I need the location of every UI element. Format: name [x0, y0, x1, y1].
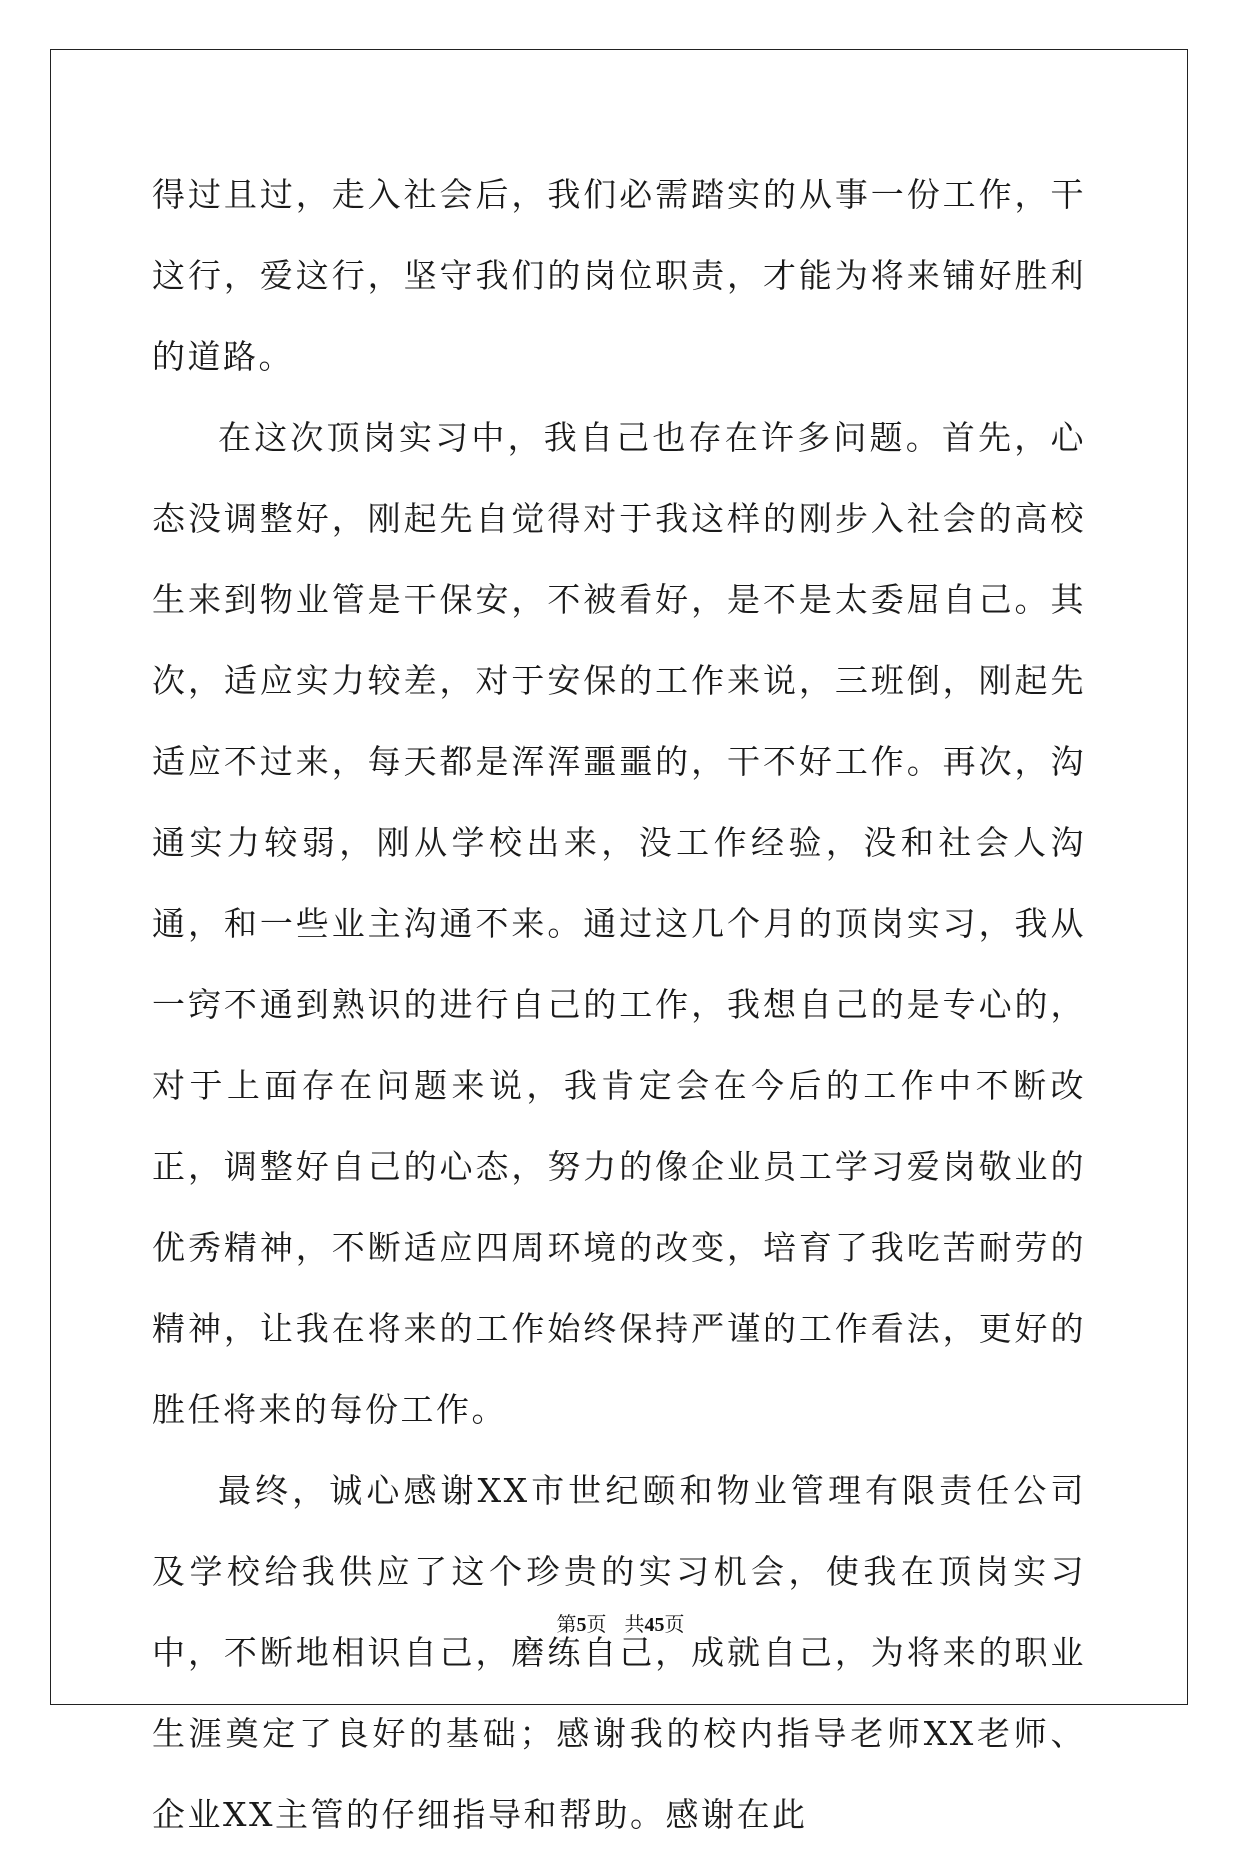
paragraph-1: 得过且过，走入社会后，我们必需踏实的从事一份工作，干这行，爱这行，坚守我们的岗位职责，才能为将来铺好胜利的道路。	[152, 175, 1086, 376]
footer-prefix: 第	[556, 1614, 577, 1636]
footer-total-prefix: 共	[624, 1614, 645, 1636]
paragraph-2: 在这次顶岗实习中，我自己也存在许多问题。首先，心态没调整好，刚起先自觉得对于我这样的刚步入社会的高校生来到物业管是干保安，不被看好，是不是太委屈自己。其次，适应实力较差，对于安保的工作来说，三班倒，刚起先适应不过来，每天都是浑浑噩噩的，干不好工作。再次，沟通实力较弱，刚从学校出来，没工作经验，没和社会人沟通，和一些业主沟通不来。通过这几个月的顶岗实习，我从一窍不通到熟识的进行自己的工作，我想自己的是专心的，对于上面存在问题来说，我肯定会在今后的工作中不断改正，调整好自己的心态，努力的像企业员工学习爱岗敬业的优秀精神，不断适应四周环境的改变，培育了我吃苦耐劳的精神，让我在将来的工作始终保持严谨的工作看法，更好的胜任将来的每份工作。	[152, 418, 1086, 1429]
footer-total-unit: 页	[664, 1614, 685, 1636]
page-footer	[0, 1608, 1241, 1637]
total-pages-number: 45	[644, 1614, 665, 1636]
footer-page-unit: 页	[586, 1614, 607, 1636]
paragraph-3: 最终，诚心感谢XX市世纪颐和物业管理有限责任公司及学校给我供应了这个珍贵的实习机会，使我在顶岗实习中，不断地相识自己，磨练自己，成就自己，为将来的职业生涯奠定了良好的基础；感谢我的校内指导老师XX老师、企业XX主管的仔细指导和帮助。感谢在此	[152, 1471, 1086, 1834]
document-body	[152, 154, 1086, 1855]
current-page-number: 5	[576, 1614, 587, 1636]
